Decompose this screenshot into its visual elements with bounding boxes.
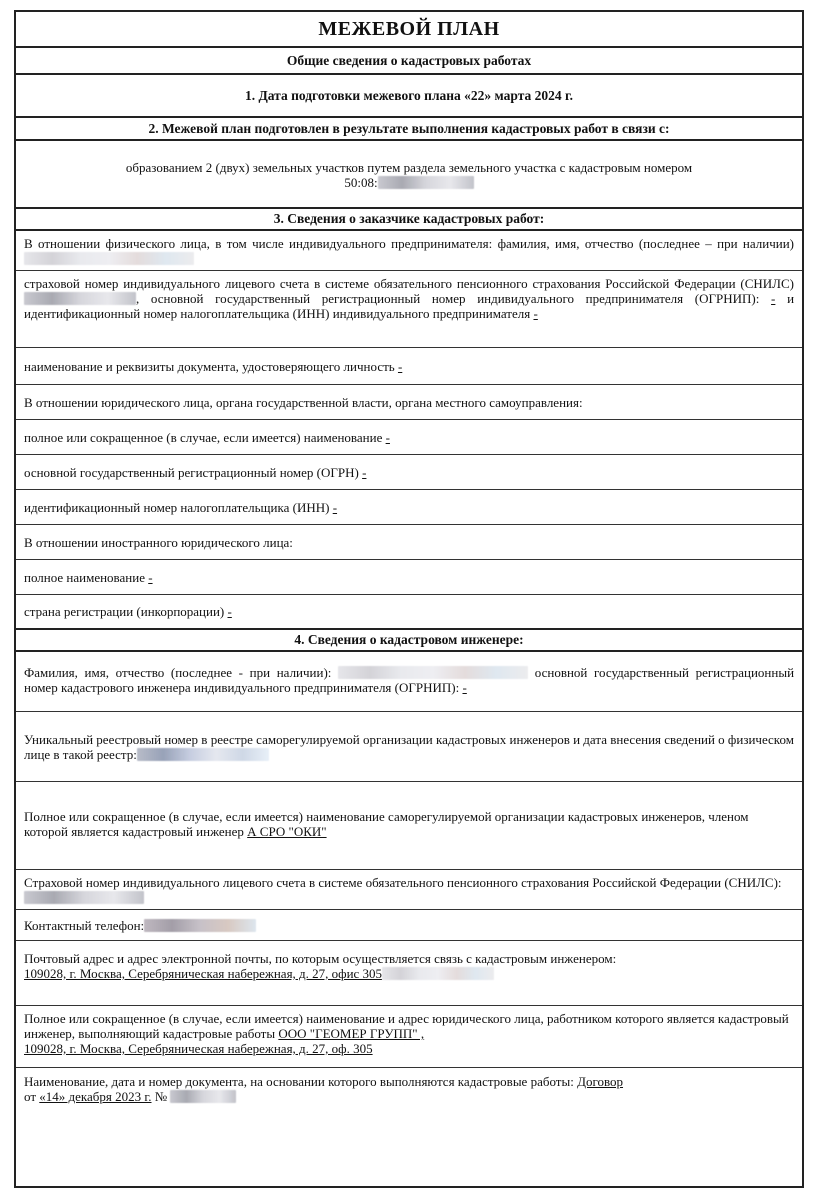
ogrn-label: основной государственный регистрационный номер (ОГРН) [24, 464, 359, 480]
section2-body-row [16, 141, 802, 209]
phone-row [16, 910, 802, 941]
redacted-email [382, 967, 494, 980]
customer-inn-text: и идентификационный номер налогоплательщика (ИНН) индивидуального предпринимателя [24, 291, 795, 321]
customer-snils-row [16, 271, 802, 348]
engineer-ogrnip-label: основной государственный регистрационный номер кадастрового инженера индивидуального предпринимателя (ОГРНИП): [24, 665, 795, 695]
section4-header: 4. Сведения о кадастровом инженере: [294, 632, 524, 647]
inn-row [16, 490, 802, 525]
redacted-engineer-snils [24, 891, 144, 904]
section2-header-row [16, 118, 802, 141]
title-row [16, 12, 802, 48]
redacted-customer-snils [24, 292, 136, 305]
customer-snils-text: страховой номер индивидуального лицевого счета в системе обязательного пенсионного страхования Российской Федерации (СНИЛС) [24, 276, 794, 291]
redacted-registry-number [137, 748, 269, 761]
foreign-full-name-label: полное наименование [24, 569, 145, 585]
redacted-contract-number [170, 1090, 236, 1103]
customer-ogrnip-value: - [771, 291, 776, 306]
contract-from: от [24, 1089, 37, 1104]
customer-ogrnip-text: , основной государственный регистрационный номер индивидуального предпринимателя (ОГРНИП): [136, 291, 760, 306]
page-title: МЕЖЕВОЙ ПЛАН [318, 17, 500, 40]
employer-address: 109028, г. Москва, Серебряническая набережная, д. 27, оф. 305 [24, 1041, 373, 1056]
country-row [16, 595, 802, 630]
ogrn-value: - [362, 464, 367, 480]
cadastral-number-prefix: 50:08: [344, 175, 378, 190]
address-value: 109028, г. Москва, Серебряническая набережная, д. 27, офис 305 [24, 966, 383, 981]
engineer-fio-label: Фамилия, имя, отчество (последнее - при наличии): [24, 665, 332, 680]
section1-date: 1. Дата подготовки межевого плана «22» марта 2024 г. [244, 87, 574, 103]
engineer-fio-row [16, 652, 802, 712]
contract-label: Наименование, дата и номер документа, на основании которого выполняются кадастровые работы: [24, 1074, 574, 1089]
legal-full-name-label: полное или сокращенное (в случае, если имеется) наименование [24, 429, 383, 445]
inn-value: - [332, 499, 338, 515]
foreign-full-name-row [16, 560, 802, 595]
employer-row [16, 1006, 802, 1068]
contract-date: «14» декабря 2023 г. [39, 1089, 152, 1104]
contract-number-label: № [154, 1089, 168, 1104]
contract-row [16, 1068, 802, 1188]
sro-name: А СРО "ОКИ" [247, 824, 327, 839]
section3-header: 3. Сведения о заказчике кадастровых работ: [273, 211, 545, 226]
registry-row [16, 712, 802, 782]
engineer-snils-row [16, 870, 802, 910]
country-label: страна регистрации (инкорпорации) [24, 604, 225, 619]
redacted-cadastral-number [378, 176, 474, 189]
employer-label: Полное или сокращенное (в случае, если имеется) наименование и адрес юридического лица, работником которого является кадастровый инженер, выполняющий кадастровые работы [24, 1011, 789, 1041]
engineer-ogrnip-value: - [462, 680, 467, 695]
customer-inn-value: - [533, 306, 538, 321]
section1-row [16, 75, 802, 118]
section4-header-row [16, 630, 802, 652]
foreign-entity-row [16, 525, 802, 560]
foreign-entity-label: В отношении иностранного юридического лица: [24, 534, 293, 550]
registry-label: Уникальный реестровый номер в реестре саморегулируемой организации кадастровых инженеров и дата внесения сведений о физическом лице в такой реестр: [24, 732, 794, 762]
section2-header: 2. Межевой план подготовлен в результате выполнения кадастровых работ в связи с: [148, 120, 670, 136]
address-label: Почтовый адрес и адрес электронной почты, по которым осуществляется связь с кадастровым инженером: [24, 951, 617, 966]
phone-label: Контактный телефон: [24, 917, 145, 933]
legal-entity-row [16, 385, 802, 420]
employer-name: ООО "ГЕОМЕР ГРУПП" , [278, 1026, 425, 1041]
redacted-individual-name [24, 252, 194, 265]
identity-doc-value: - [397, 358, 403, 374]
redacted-engineer-name [338, 666, 528, 679]
identity-doc-row [16, 348, 802, 385]
identity-doc-label: наименование и реквизиты документа, удостоверяющего личность [24, 358, 395, 374]
section2-text: образованием 2 (двух) земельных участков путем раздела земельного участка с кадастровым номером [125, 160, 693, 175]
legal-entity-label: В отношении юридического лица, органа государственной власти, органа местного самоуправления: [24, 394, 583, 410]
country-value: - [227, 604, 232, 619]
general-header-row [16, 48, 802, 75]
engineer-snils-label: Страховой номер индивидуального лицевого счета в системе обязательного пенсионного страхования Российской Федерации (СНИЛС): [24, 875, 782, 890]
boundary-plan-form [14, 10, 804, 1188]
sro-row [16, 782, 802, 870]
individual-name-label: В отношении физического лица, в том числе индивидуального предпринимателя: фамилия, имя, отчество (последнее – при наличии) [24, 236, 794, 251]
foreign-full-name-value: - [148, 569, 153, 585]
sro-label: Полное или сокращенное (в случае, если имеется) наименование саморегулируемой организации кадастровых инженеров, членом которой является кадастровый инженер [24, 809, 749, 839]
inn-label: идентификационный номер налогоплательщика (ИНН) [24, 499, 330, 515]
contract-type: Договор [577, 1074, 624, 1089]
customer-individual-row [16, 231, 802, 271]
legal-full-name-row [16, 420, 802, 455]
ogrn-row [16, 455, 802, 490]
address-row [16, 941, 802, 1006]
redacted-phone [144, 919, 256, 932]
legal-full-name-value: - [385, 429, 390, 445]
section3-header-row [16, 209, 802, 231]
general-header: Общие сведения о кадастровых работах [286, 52, 532, 68]
